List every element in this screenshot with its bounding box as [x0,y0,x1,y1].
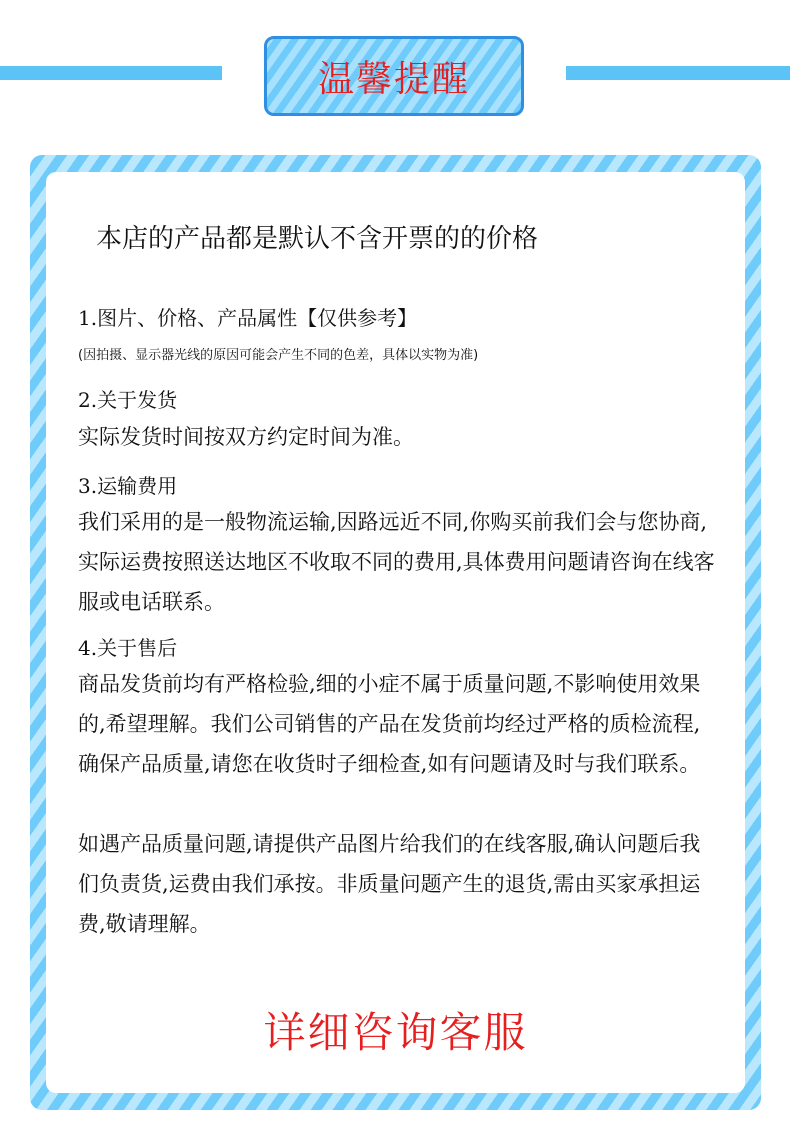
consult-service-link[interactable]: 详细咨询客服 [263,1008,528,1057]
header-stripe-left [0,66,222,80]
section-title-shipping: 2.关于发货 [78,388,178,412]
section-body-aftersales-2: 如遇产品质量问题,请提供产品图片给我们的在线客服,确认问题后我们负责货,运费由我们承按。非质量问题产生的退货,需由买家承担运费,敬请理解。 [78,832,701,936]
section-note-images: (因拍摄、显示器光线的原因可能会产生不同的色差，具体以实物为准) [78,348,479,363]
header-stripe-right [566,66,790,80]
section-title-aftersales: 4.关于售后 [78,636,178,660]
section-body-shipping: 实际发货时间按双方约定时间为准。 [78,425,414,449]
section-body-freight: 我们采用的是一般物流运输,因路远近不同,你购买前我们会与您协商,实际运费按照送达地区不收取不同的费用,具体费用问题请咨询在线客服或电话联系。 [78,510,715,614]
notice-headline: 本店的产品都是默认不含开票的的价格 [96,224,539,254]
header-title: 温馨提醒 [317,58,470,100]
header-badge [264,36,524,116]
section-body-aftersales: 商品发货前均有严格检验,细的小症不属于质量问题,不影响使用效果的,希望理解。我们公司销售的产品在发货前均经过严格的质检流程,确保产品质量,请您在收货时子细检查,如有问题请及时与我们联系。 [78,672,701,776]
section-title-images: 1.图片、价格、产品属性【仅供参考】 [78,306,418,330]
notice-card [46,172,745,1093]
section-title-freight: 3.运输费用 [78,474,178,498]
notice-frame [30,155,761,1110]
